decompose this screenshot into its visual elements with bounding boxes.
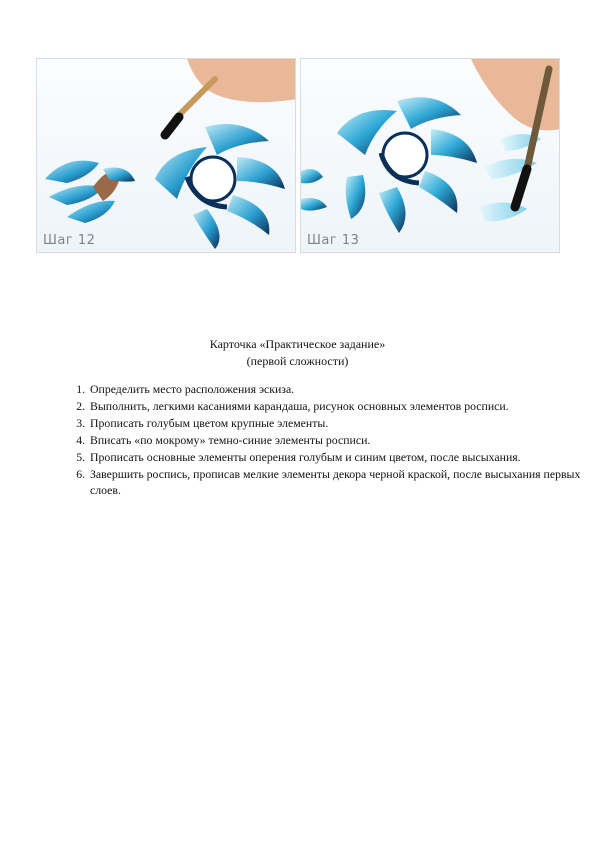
- large-flower-shape: [337, 97, 477, 233]
- list-item: 2. Выполнить, легкими касаниями карандаша, рисунок основных элементов росписи.: [88, 399, 588, 415]
- card-title: Карточка «Практическое задание»: [209, 337, 386, 351]
- hand-with-brush: [165, 59, 296, 135]
- card-subtitle: (первой сложности): [246, 354, 349, 368]
- large-flower-shape: [155, 124, 285, 249]
- task-steps-list: [68, 382, 588, 500]
- step-photos: [36, 58, 560, 251]
- step-13-label: Шаг 13: [307, 233, 360, 248]
- list-item: 1. Определить место расположения эскиза.: [88, 382, 588, 398]
- step-12-photo: [36, 58, 296, 253]
- step-13-photo: [300, 58, 560, 253]
- list-item: 4. Вписать «по мокрому» темно-синие элементы росписи.: [88, 433, 588, 449]
- step-12-label: Шаг 12: [43, 233, 96, 248]
- list-item: 3. Прописать голубым цветом крупные элементы.: [88, 416, 588, 432]
- left-petals-shape: [301, 169, 327, 211]
- hand-with-brush: [471, 59, 560, 207]
- list-item: 5. Прописать основные элементы оперения голубым и синим цветом, после высыхания.: [88, 450, 588, 466]
- list-item: 6. Завершить роспись, прописав мелкие элементы декора черной краской, после высыхания первых слоев.: [88, 467, 588, 498]
- small-flower-shape: [45, 161, 135, 223]
